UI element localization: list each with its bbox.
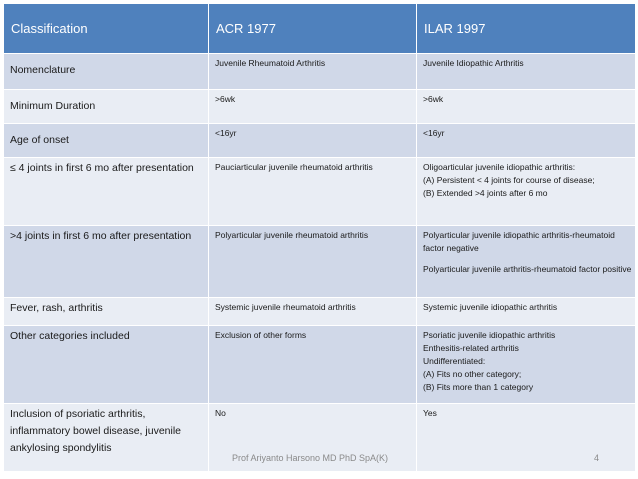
- acr-value: <16yr: [215, 128, 237, 138]
- table-row: [4, 298, 636, 326]
- ilar-value: Systemic juvenile idiopathic arthritis: [423, 302, 558, 312]
- table-row: [4, 124, 636, 158]
- header-classification: Classification: [4, 4, 209, 54]
- table-row: [4, 54, 636, 90]
- ilar-value: (A) Persistent < 4 joints for course of disease;: [423, 175, 595, 185]
- ilar-value: (A) Fits no other category;: [423, 369, 522, 379]
- row-label: Nomenclature: [10, 64, 76, 76]
- table-row: [4, 158, 636, 226]
- header-ilar-1997: ILAR 1997: [417, 4, 636, 54]
- row-label: >4 joints in first 6 mo after presentation: [10, 230, 192, 242]
- ilar-value: Psoriatic juvenile idiopathic arthritis: [423, 330, 556, 340]
- ilar-value: (B) Extended >4 joints after 6 mo: [423, 188, 548, 198]
- acr-value: Exclusion of other forms: [215, 330, 307, 340]
- acr-value: >6wk: [215, 94, 236, 104]
- footer-page-number: 4: [594, 453, 600, 463]
- row-label: Fever, rash, arthritis: [10, 302, 103, 314]
- row-label: ≤ 4 joints in first 6 mo after presentation: [10, 162, 194, 174]
- ilar-value: >6wk: [423, 94, 444, 104]
- header-row: [4, 4, 636, 54]
- ilar-value: (B) Fits more than 1 category: [423, 382, 534, 392]
- header-acr-1977: ACR 1977: [209, 4, 417, 54]
- acr-value: Polyarticular juvenile rheumatoid arthritis: [215, 230, 369, 240]
- ilar-value: Enthesitis-related arthritis: [423, 343, 519, 353]
- row-label: Minimum Duration: [10, 100, 96, 112]
- ilar-value: <16yr: [423, 128, 445, 138]
- ilar-value: Polyarticular juvenile idiopathic arthritis-rheumatoid factor negative: [423, 230, 615, 253]
- classification-table: [3, 3, 636, 472]
- acr-value: Pauciarticular juvenile rheumatoid arthritis: [215, 162, 373, 172]
- table-row: [4, 326, 636, 404]
- ilar-value: Oligoarticular juvenile idiopathic arthritis:: [423, 162, 576, 172]
- ilar-value: Yes: [423, 408, 437, 418]
- row-label: Inclusion of psoriatic arthritis, inflammatory bowel disease, juvenile ankylosing spondylitis: [10, 408, 181, 454]
- ilar-value: Juvenile Idiopathic Arthritis: [423, 58, 524, 68]
- ilar-value: Undifferentiated:: [423, 356, 486, 366]
- row-label: Other categories included: [10, 330, 130, 342]
- acr-value: Juvenile Rheumatoid Arthritis: [215, 58, 326, 68]
- ilar-value: Polyarticular juvenile arthritis-rheumatoid factor positive: [423, 264, 632, 274]
- acr-value: Systemic juvenile rheumatoid arthritis: [215, 302, 356, 312]
- table-row: [4, 226, 636, 298]
- table-row: [4, 90, 636, 124]
- row-label: Age of onset: [10, 134, 69, 146]
- acr-value: No: [215, 408, 226, 418]
- footer-author: Prof Ariyanto Harsono MD PhD SpA(K): [232, 453, 389, 463]
